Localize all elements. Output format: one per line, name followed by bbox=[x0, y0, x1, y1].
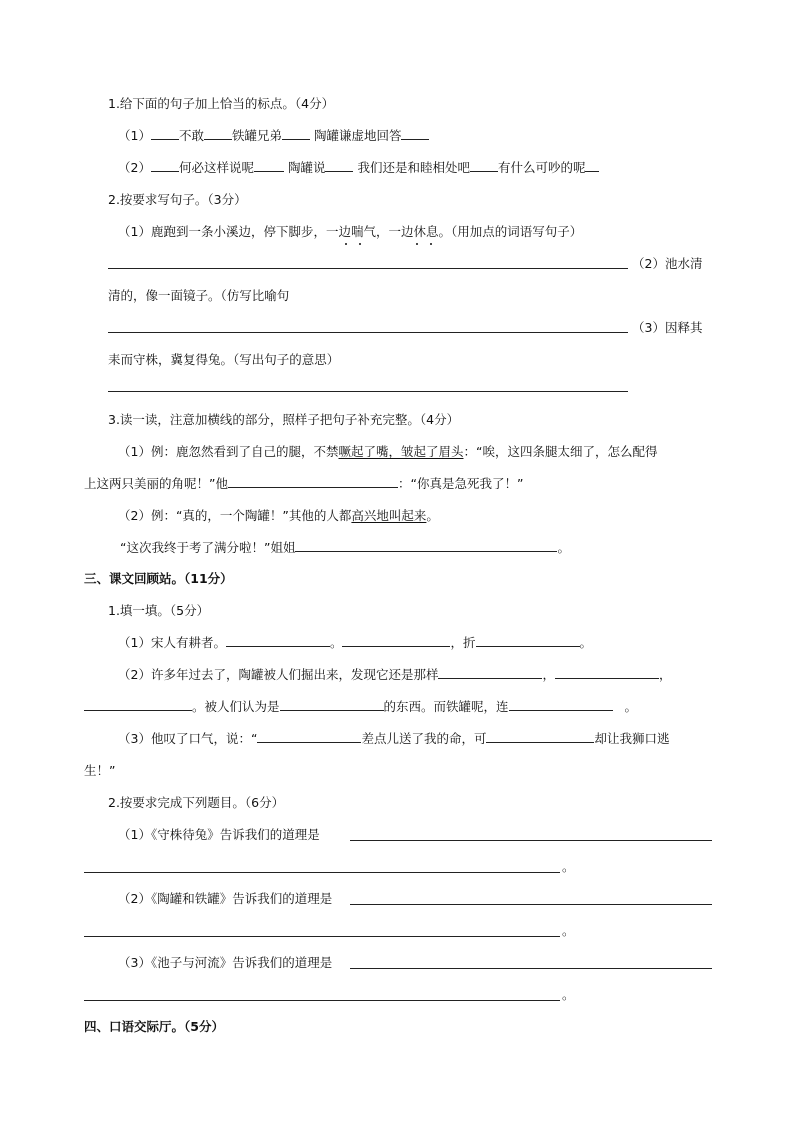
section-4-title: 四、口语交际厅。（5分） bbox=[84, 1019, 224, 1034]
text: ：“唉，这四条腿太细了，怎么配得 bbox=[463, 444, 658, 459]
blank[interactable] bbox=[295, 540, 557, 552]
blank[interactable] bbox=[585, 160, 599, 172]
q2-title: 2.按要求写句子。（3分） bbox=[108, 192, 247, 207]
text: ：“你真是急死我了！” bbox=[397, 476, 524, 491]
q2-sentence-3a: （3）因释其 bbox=[632, 320, 703, 335]
task-item-2: （2）《陶罐和铁罐》告诉我们的道理是 bbox=[118, 891, 333, 906]
fill-title: 1.填一填。（5分） bbox=[108, 603, 210, 618]
answer-line[interactable] bbox=[350, 840, 712, 841]
emphasis-dot bbox=[359, 243, 361, 245]
fill-item-2 bbox=[118, 667, 672, 683]
blank[interactable] bbox=[438, 667, 542, 679]
blank[interactable] bbox=[228, 476, 398, 488]
text: 陶罐说 bbox=[287, 160, 326, 175]
answer-line[interactable] bbox=[84, 1000, 560, 1001]
blank[interactable] bbox=[254, 160, 284, 172]
q1-item-1 bbox=[118, 128, 429, 144]
text: 有什么可吵的呢 bbox=[497, 160, 586, 175]
answer-line[interactable] bbox=[108, 332, 628, 333]
answer-line[interactable] bbox=[350, 904, 712, 905]
blank[interactable] bbox=[84, 699, 192, 711]
blank[interactable] bbox=[151, 128, 179, 140]
period: 。 bbox=[562, 987, 575, 1002]
task-item-3: （3）《池子与河流》告诉我们的道理是 bbox=[118, 955, 333, 970]
blank[interactable] bbox=[486, 731, 594, 743]
q2-sentence-2b: 清的，像一面镜子。（仿写比喻句 bbox=[108, 288, 290, 303]
underlined-phrase: 高兴地叫起来 bbox=[351, 508, 427, 523]
q3-example-2-task bbox=[120, 540, 570, 556]
section-3-title: 三、课文回顾站。（11分） bbox=[84, 571, 233, 586]
period: 。 bbox=[562, 923, 575, 938]
q2-sentence-2a: （2）池水清 bbox=[632, 256, 703, 271]
text: 的东西。而铁罐呢，连 bbox=[383, 699, 509, 714]
answer-line[interactable] bbox=[108, 391, 628, 392]
blank[interactable] bbox=[257, 731, 361, 743]
q1-title: 1.给下面的句子加上恰当的标点。（4分） bbox=[108, 96, 335, 111]
blank[interactable] bbox=[282, 128, 310, 140]
text: 却让我狮口逃 bbox=[594, 731, 670, 746]
text: 。 bbox=[624, 699, 637, 714]
answer-line[interactable] bbox=[84, 872, 560, 873]
text: 。 bbox=[557, 540, 570, 555]
underlined-phrase: 噘起了嘴，皱起了眉头 bbox=[338, 444, 464, 459]
text: 陶罐谦虚地回答 bbox=[313, 128, 402, 143]
q2-sentence-3b: 耒而守株，冀复得兔。（写出句子的意思） bbox=[108, 352, 340, 367]
blank[interactable] bbox=[151, 160, 179, 172]
emphasis-dot bbox=[416, 243, 418, 245]
blank[interactable] bbox=[280, 699, 384, 711]
text: ， bbox=[542, 667, 555, 682]
q2-sentence-1: （1）鹿跑到一条小溪边，停下脚步，一边喘气，一边休息。（用加点的词语写句子） bbox=[118, 224, 583, 239]
q1-item-2 bbox=[118, 160, 599, 176]
text: 铁罐兄弟 bbox=[231, 128, 282, 143]
blank[interactable] bbox=[401, 128, 429, 140]
emphasis-dot bbox=[430, 243, 432, 245]
text: （1）例：鹿忽然看到了自己的腿，不禁 bbox=[118, 444, 339, 459]
text: 上这两只美丽的角呢！”他 bbox=[84, 476, 228, 491]
blank[interactable] bbox=[342, 635, 450, 647]
fill-item-1 bbox=[118, 635, 592, 651]
blank[interactable] bbox=[470, 160, 498, 172]
task-item-1: （1）《守株待兔》告诉我们的道理是 bbox=[118, 827, 320, 842]
answer-line[interactable] bbox=[350, 968, 712, 969]
fill-item-3-cont: 生！” bbox=[84, 763, 116, 778]
text: 差点儿送了我的命，可 bbox=[361, 731, 487, 746]
item-number: （1） bbox=[118, 128, 151, 143]
emphasis-dot bbox=[345, 243, 347, 245]
text: 。被人们认为是 bbox=[192, 699, 280, 714]
text: 。 bbox=[579, 635, 593, 650]
q3-title: 3.读一读，注意加横线的部分，照样子把句子补充完整。（4分） bbox=[108, 412, 460, 427]
text: 何必这样说呢 bbox=[178, 160, 254, 175]
text: 。 bbox=[426, 508, 439, 523]
q3-example-1 bbox=[118, 444, 657, 460]
task-title: 2.按要求完成下列题目。（6分） bbox=[108, 795, 285, 810]
text: （1）宋人有耕者。 bbox=[118, 635, 226, 650]
text: 我们还是和睦相处吧 bbox=[357, 160, 470, 175]
blank[interactable] bbox=[509, 699, 613, 711]
blank[interactable] bbox=[325, 160, 353, 172]
blank[interactable] bbox=[476, 635, 580, 647]
blank[interactable] bbox=[555, 667, 659, 679]
blank[interactable] bbox=[226, 635, 330, 647]
text: 。 bbox=[329, 635, 343, 650]
answer-line[interactable] bbox=[108, 268, 628, 269]
text: （2）许多年过去了，陶罐被人们掘出来，发现它还是那样 bbox=[118, 667, 439, 682]
text: ，折 bbox=[450, 635, 476, 650]
answer-line[interactable] bbox=[84, 936, 560, 937]
fill-item-2-cont bbox=[84, 699, 637, 715]
q3-example-2 bbox=[118, 508, 439, 524]
fill-item-3 bbox=[118, 731, 669, 747]
text: （2）例：“真的，一个陶罐！”其他的人都 bbox=[118, 508, 352, 523]
text: ， bbox=[658, 667, 672, 682]
text: 不敢 bbox=[178, 128, 204, 143]
item-number: （2） bbox=[118, 160, 151, 175]
q3-example-1-cont bbox=[84, 476, 523, 492]
text: （3）他叹了口气，说：“ bbox=[118, 731, 258, 746]
period: 。 bbox=[562, 859, 575, 874]
text: “这次我终于考了满分啦！”姐姐 bbox=[120, 540, 296, 555]
blank[interactable] bbox=[204, 128, 232, 140]
